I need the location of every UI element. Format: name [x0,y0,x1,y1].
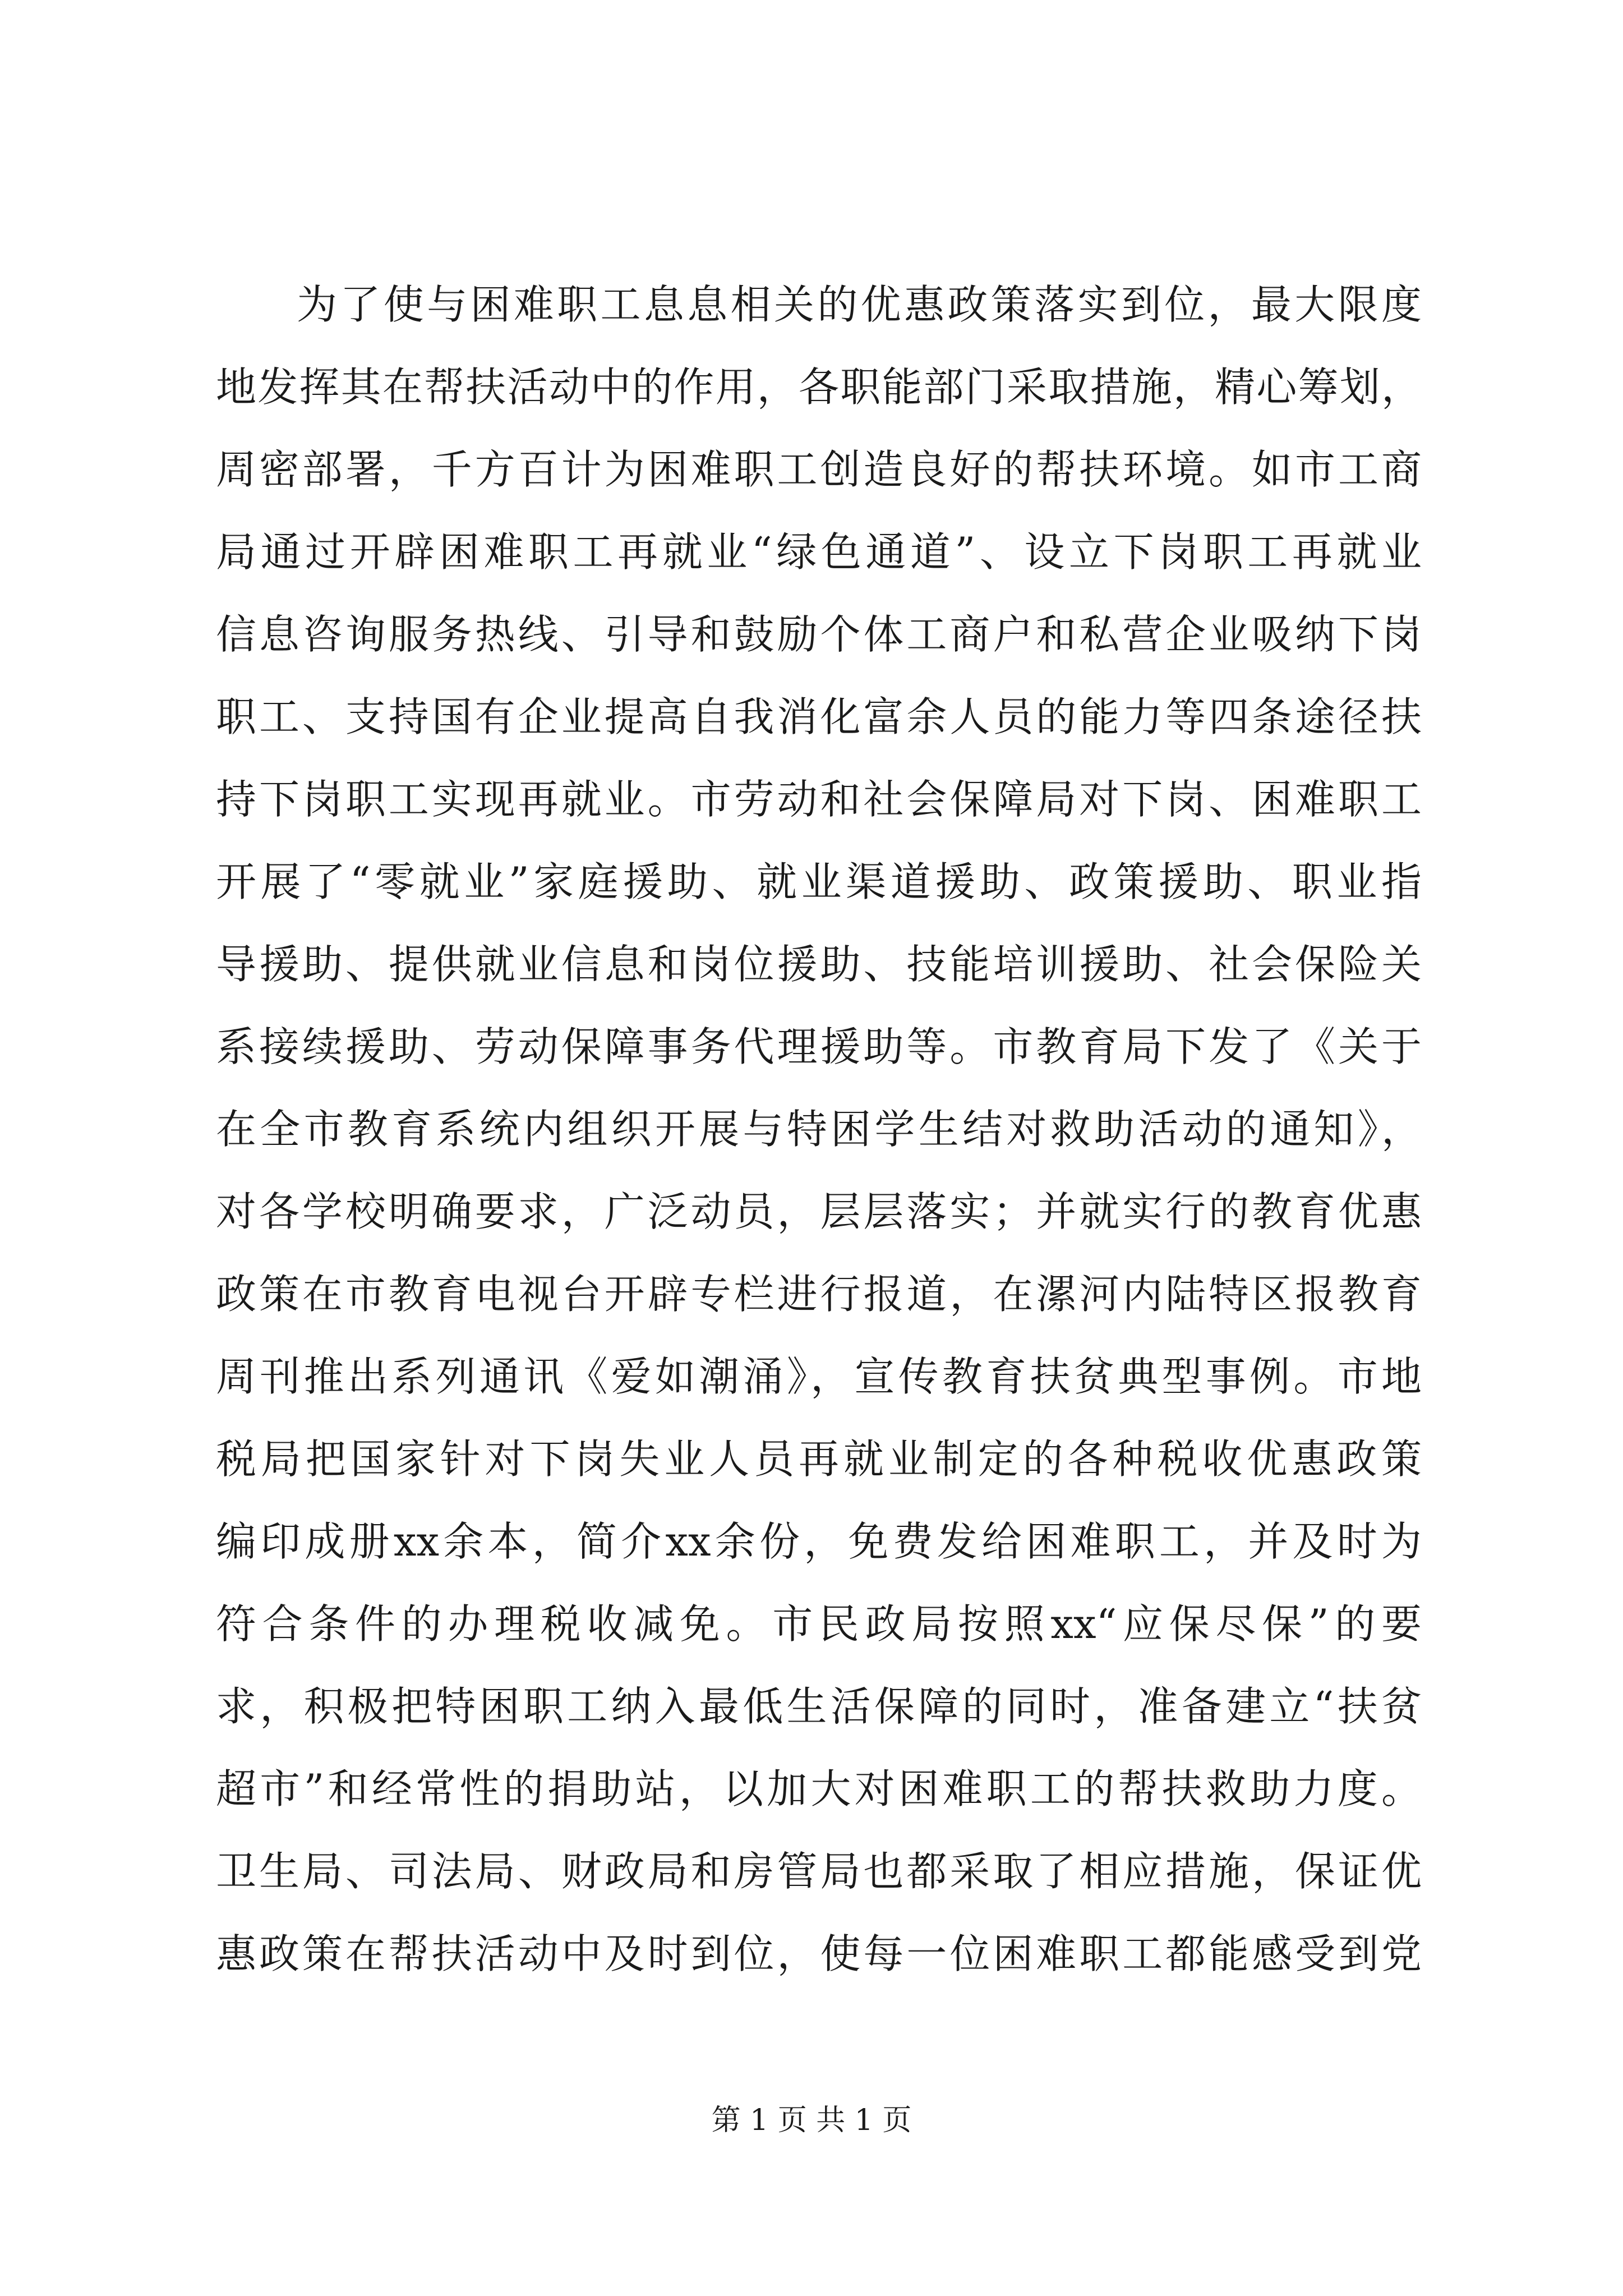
paragraph-line: 周刊推出系列通讯《爱如潮涌》，宣传教育扶贫典型事例。市地 [216,1353,1422,1400]
paragraph-line: 开展了“零就业”家庭援助、就业渠道援助、政策援助、职业指 [216,858,1422,905]
paragraph-line: 持下岗职工实现再就业。市劳动和社会保障局对下岗、困难职工 [216,776,1422,823]
paragraph-line: 职工、支持国有企业提高自我消化富余人员的能力等四条途径扶 [216,693,1422,740]
paragraph-line: 税局把国家针对下岗失业人员再就业制定的各种税收优惠政策 [216,1435,1422,1483]
paragraph-line: 为了使与困难职工息息相关的优惠政策落实到位，最大限度 [297,281,1422,328]
paragraph-line: 符合条件的办理税收减免。市民政局按照xx“应保尽保”的要 [216,1600,1422,1648]
paragraph-line: 系接续援助、劳动保障事务代理援助等。市教育局下发了《关于 [216,1023,1422,1070]
page-footer [0,2101,1623,2140]
paragraph-line: 周密部署，千方百计为困难职工创造良好的帮扶环境。如市工商 [216,446,1422,493]
paragraph-line: 惠政策在帮扶活动中及时到位，使每一位困难职工都能感受到党 [216,1930,1422,1977]
paragraph-line: 卫生局、司法局、财政局和房管局也都采取了相应措施，保证优 [216,1848,1422,1895]
paragraph-line: 编印成册xx余本，简介xx余份，免费发给困难职工，并及时为 [216,1518,1422,1565]
paragraph-line: 求，积极把特困职工纳入最低生活保障的同时，准备建立“扶贫 [216,1683,1422,1730]
paragraph-line: 在全市教育系统内组织开展与特困学生结对救助活动的通知》， [216,1106,1422,1153]
paragraph-line: 导援助、提供就业信息和岗位援助、技能培训援助、社会保险关 [216,941,1422,988]
paragraph-line: 超市”和经常性的捐助站，以加大对困难职工的帮扶救助力度。 [216,1765,1422,1812]
paragraph-line: 信息咨询服务热线、引导和鼓励个体工商户和私营企业吸纳下岗 [216,611,1422,658]
paragraph-line: 政策在市教育电视台开辟专栏进行报道，在漯河内陆特区报教育 [216,1271,1422,1318]
paragraph-line: 对各学校明确要求，广泛动员，层层落实；并就实行的教育优惠 [216,1188,1422,1235]
paragraph-line: 局通过开辟困难职工再就业“绿色通道”、设立下岗职工再就业 [216,528,1422,576]
paragraph-line: 地发挥其在帮扶活动中的作用，各职能部门采取措施，精心筹划， [216,364,1422,411]
body-paragraph [216,264,1422,1995]
page-number-label: 第 1 页 共 1 页 [711,2104,912,2137]
